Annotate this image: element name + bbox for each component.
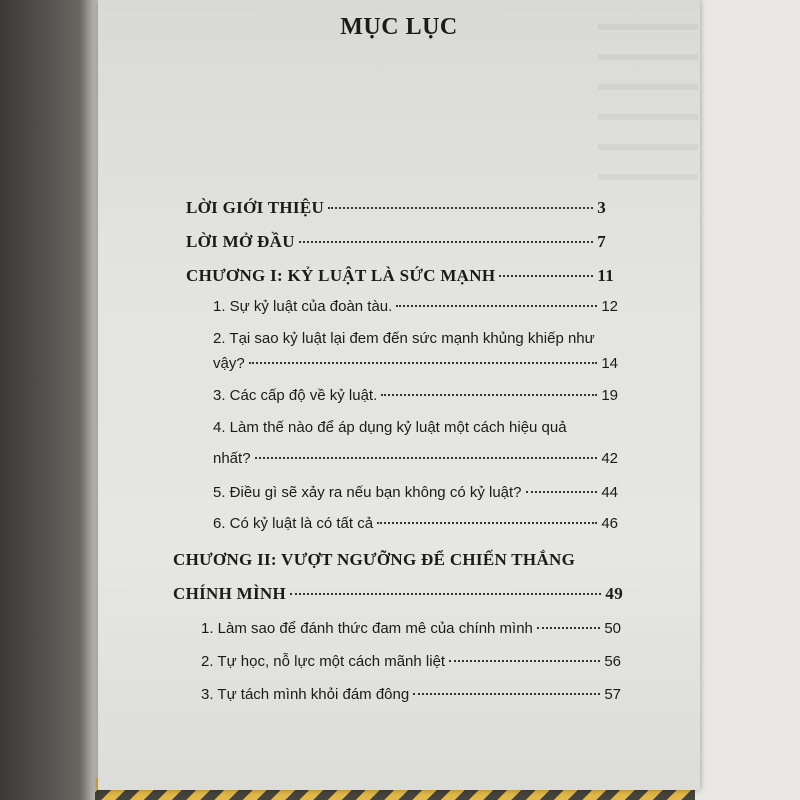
toc-entry-introduction <box>186 198 606 218</box>
page-title: MỤC LỤC <box>340 14 458 40</box>
dot-leader <box>499 275 593 277</box>
toc-entry-label: LỜI GIỚI THIỆU <box>186 198 325 217</box>
dot-leader <box>377 522 597 524</box>
toc-entry-page: 56 <box>604 653 621 670</box>
toc-entry-label: LỜI MỞ ĐẦU <box>186 232 295 251</box>
toc-entry-2-3 <box>201 686 621 703</box>
toc-entry-page: 19 <box>601 387 618 404</box>
dot-leader <box>328 207 593 209</box>
toc-entry-label: 5. Điều gì sẽ xảy ra nếu bạn không có kỷ luật? <box>213 484 522 501</box>
dot-leader <box>396 305 597 307</box>
toc-entry-1-1 <box>213 298 618 315</box>
toc-entry-page: 14 <box>601 355 618 372</box>
table-of-contents <box>98 0 700 790</box>
toc-entry-page: 44 <box>601 484 618 501</box>
toc-entry-label: 3. Các cấp độ về kỷ luật. <box>213 387 378 404</box>
toc-entry-page: 49 <box>605 584 623 603</box>
toc-entry-page: 7 <box>597 232 606 251</box>
toc-entry-page: 46 <box>601 515 618 532</box>
toc-entry-page: 50 <box>604 620 621 637</box>
dot-leader <box>526 491 598 493</box>
toc-entry-1-5 <box>213 484 618 501</box>
toc-entry-chapter-1 <box>186 266 614 286</box>
toc-entry-label: CHƯƠNG I: KỶ LUẬT LÀ SỨC MẠNH <box>186 266 496 285</box>
toc-entry-label: CHÍNH MÌNH <box>173 584 287 603</box>
toc-entry-page: 42 <box>601 450 618 467</box>
toc-entry-page: 11 <box>597 266 614 285</box>
toc-entry-2-1 <box>201 620 621 637</box>
toc-entry-2-2 <box>201 653 621 670</box>
dot-leader <box>249 362 598 364</box>
dot-leader <box>290 593 601 595</box>
toc-entry-1-4 <box>213 450 618 467</box>
toc-entry-1-3 <box>213 387 618 404</box>
toc-entry-page: 3 <box>597 198 606 217</box>
toc-entry-chapter-2 <box>173 584 623 604</box>
toc-entry-1-4-line1: 4. Làm thế nào để áp dụng kỷ luật một cách hiệu quả <box>213 419 567 436</box>
toc-entry-page: 12 <box>601 298 618 315</box>
book-page <box>98 0 700 790</box>
toc-entry-label: nhất? <box>213 450 251 467</box>
toc-entry-label: 6. Có kỷ luật là có tất cả <box>213 515 374 532</box>
dot-leader <box>413 693 600 695</box>
toc-entry-1-6 <box>213 515 618 532</box>
toc-entry-label: 1. Sự kỷ luật của đoàn tàu. <box>213 298 393 315</box>
dot-leader <box>449 660 600 662</box>
toc-entry-1-2-line1: 2. Tại sao kỷ luật lại đem đến sức mạnh khủng khiếp như <box>213 330 595 347</box>
dot-leader <box>537 627 600 629</box>
dot-leader <box>381 394 597 396</box>
toc-entry-1-2 <box>213 355 618 372</box>
toc-entry-chapter-2-line1: CHƯƠNG II: VƯỢT NGƯỠNG ĐỂ CHIẾN THẮNG <box>173 550 576 569</box>
toc-entry-page: 57 <box>604 686 621 703</box>
dot-leader <box>255 457 598 459</box>
toc-entry-label: 2. Tự học, nỗ lực một cách mãnh liệt <box>201 653 446 670</box>
toc-entry-preface <box>186 232 606 252</box>
dot-leader <box>299 241 593 243</box>
toc-entry-label: 3. Tự tách mình khỏi đám đông <box>201 686 410 703</box>
toc-entry-label: vậy? <box>213 355 245 372</box>
toc-entry-label: 1. Làm sao để đánh thức đam mê của chính mình <box>201 620 533 637</box>
